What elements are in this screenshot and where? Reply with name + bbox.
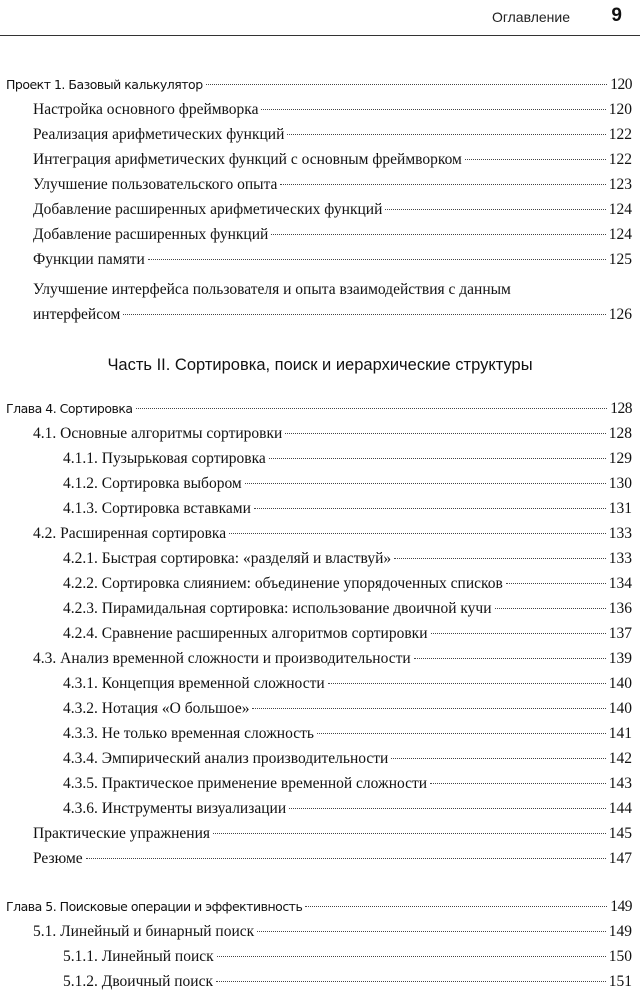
toc-page: 124 (608, 201, 632, 218)
toc-title: 4.3.5. Практическое применение временной сложности (63, 775, 428, 792)
toc-page: 133 (608, 550, 632, 567)
toc-entry[interactable] (33, 825, 632, 843)
toc-subentry[interactable] (63, 800, 632, 818)
toc-page: 125 (608, 251, 632, 268)
toc-title: 4.2.4. Сравнение расширенных алгоритмов сортировки (63, 625, 428, 642)
dot-leader (254, 508, 606, 509)
toc-title: Улучшение пользовательского опыта (33, 176, 278, 193)
toc-page: 151 (608, 973, 632, 990)
toc-subentry[interactable] (63, 948, 632, 966)
toc-page: 149 (610, 898, 632, 915)
toc-title: 4.1.2. Сортировка выбором (63, 475, 242, 492)
toc-page: 140 (608, 675, 632, 692)
toc-title: Настройка основного фреймворка (33, 101, 259, 118)
toc-title: 4.3.1. Концепция временной сложности (63, 675, 325, 692)
dot-leader (257, 931, 606, 932)
dot-leader (123, 314, 605, 315)
toc-entry[interactable] (33, 176, 632, 194)
toc-chapter-heading[interactable] (6, 898, 632, 916)
toc-page: 122 (608, 151, 632, 168)
toc-title: Добавление расширенных арифметических функций (33, 201, 383, 218)
dot-leader (495, 608, 606, 609)
header-rule (0, 35, 640, 36)
toc-title-line1: Улучшение интерфейса пользователя и опыта взаимодействия с данным (33, 281, 511, 298)
dot-leader (261, 109, 605, 110)
toc-page: 134 (608, 575, 632, 592)
toc-entry[interactable] (33, 251, 632, 269)
toc-entry[interactable] (33, 101, 632, 119)
running-header (0, 0, 640, 34)
toc-subentry[interactable] (63, 600, 632, 618)
toc-entry[interactable] (33, 201, 632, 219)
dot-leader (394, 558, 606, 559)
toc-title: 5.1.1. Линейный поиск (63, 948, 214, 965)
dot-leader (216, 981, 606, 982)
dot-leader (328, 683, 606, 684)
dot-leader (280, 184, 605, 185)
toc-page: 122 (608, 126, 632, 143)
toc-subentry[interactable] (63, 500, 632, 518)
toc-page: 126 (608, 306, 632, 323)
dot-leader (430, 783, 606, 784)
toc-title: 4.3.2. Нотация «О большое» (63, 700, 250, 717)
toc-page: 130 (608, 475, 632, 492)
toc-entry[interactable] (33, 126, 632, 144)
toc-page: 144 (608, 800, 632, 817)
dot-leader (414, 658, 606, 659)
toc-page: 131 (608, 500, 632, 517)
toc-subentry[interactable] (63, 750, 632, 768)
dot-leader (287, 134, 605, 135)
toc-entry[interactable] (33, 923, 632, 941)
toc-page: 141 (608, 725, 632, 742)
toc-page: 129 (608, 450, 632, 467)
toc-subentry[interactable] (63, 475, 632, 493)
dot-leader (86, 858, 606, 859)
dot-leader (391, 758, 605, 759)
toc-subentry[interactable] (63, 775, 632, 793)
toc-title: 4.3. Анализ временной сложности и производительности (33, 650, 411, 667)
toc-entry[interactable] (33, 525, 632, 543)
toc-page: 128 (610, 400, 632, 417)
toc-title: 4.1. Основные алгоритмы сортировки (33, 425, 283, 442)
toc-title: Добавление расширенных функций (33, 226, 269, 243)
dot-leader (465, 159, 606, 160)
toc-chapter-heading[interactable] (6, 400, 632, 418)
dot-leader (148, 259, 606, 260)
toc-page: 147 (608, 850, 632, 867)
toc-title: 4.2.3. Пирамидальная сортировка: использование двоичной кучи (63, 600, 492, 617)
toc-title: Глава 5. Поисковые операции и эффективность (6, 899, 303, 914)
toc-title: 4.3.4. Эмпирический анализ производительности (63, 750, 389, 767)
dot-leader (217, 956, 606, 957)
toc-page: 149 (608, 923, 632, 940)
dot-leader (229, 533, 606, 534)
dot-leader (289, 808, 606, 809)
toc-title: 5.1.2. Двоичный поиск (63, 973, 214, 990)
toc-title: 4.1.3. Сортировка вставками (63, 500, 251, 517)
toc-entry[interactable] (33, 226, 632, 244)
toc-title: 5.1. Линейный и бинарный поиск (33, 923, 255, 940)
toc-subentry[interactable] (63, 973, 632, 991)
toc-entry[interactable] (33, 650, 632, 668)
toc-page: 120 (610, 76, 632, 93)
dot-leader (136, 408, 608, 409)
dot-leader (252, 708, 605, 709)
dot-leader (271, 234, 605, 235)
toc-title: 4.3.3. Не только временная сложность (63, 725, 314, 742)
toc-title: Функции памяти (33, 251, 145, 268)
dot-leader (269, 458, 606, 459)
toc-page: 150 (608, 948, 632, 965)
toc-page: 142 (608, 750, 632, 767)
toc-title: Интеграция арифметических функций с основным фреймворком (33, 151, 462, 168)
toc-subentry[interactable] (63, 550, 632, 568)
page-number: 9 (611, 5, 622, 26)
dot-leader (213, 833, 606, 834)
toc-page: 145 (608, 825, 632, 842)
toc-subentry[interactable] (63, 700, 632, 718)
dot-leader (385, 209, 605, 210)
toc-title: 4.2.1. Быстрая сортировка: «разделяй и властвуй» (63, 550, 392, 567)
toc-title: Глава 4. Сортировка (6, 401, 133, 416)
toc-title: Проект 1. Базовый калькулятор (6, 77, 203, 92)
toc-page: 124 (608, 226, 632, 243)
dot-leader (317, 733, 606, 734)
toc-page: 133 (608, 525, 632, 542)
part-heading: Часть II. Сортировка, поиск и иерархические структуры (107, 356, 533, 374)
dot-leader (431, 633, 606, 634)
toc-subentry[interactable] (63, 450, 632, 468)
toc-title: Резюме (33, 850, 83, 867)
toc-title: Реализация арифметических функций (33, 126, 285, 143)
toc-page: 140 (608, 700, 632, 717)
toc-subentry[interactable] (63, 575, 632, 593)
toc-page: 143 (608, 775, 632, 792)
toc-entry-multiline[interactable] (33, 277, 632, 327)
toc-page: 137 (608, 625, 632, 642)
toc-title: 4.2. Расширенная сортировка (33, 525, 227, 542)
toc-project-heading[interactable] (6, 76, 632, 94)
toc-page: 139 (608, 650, 632, 667)
toc-subentry[interactable] (63, 725, 632, 743)
toc-page: 120 (608, 101, 632, 118)
toc-page: 123 (608, 176, 632, 193)
toc-title-line2: интерфейсом (33, 306, 121, 323)
toc-subentry[interactable] (63, 675, 632, 693)
toc-title: 4.2.2. Сортировка слиянием: объединение упорядоченных списков (63, 575, 503, 592)
dot-leader (506, 583, 606, 584)
toc-title: Практические упражнения (33, 825, 211, 842)
toc-entry[interactable] (33, 425, 632, 443)
toc-title: 4.3.6. Инструменты визуализации (63, 800, 287, 817)
running-header-title: Оглавление (491, 9, 570, 25)
dot-leader (305, 906, 607, 907)
toc-title: 4.1.1. Пузырьковая сортировка (63, 450, 266, 467)
dot-leader (285, 433, 605, 434)
toc-page: 136 (608, 600, 632, 617)
toc-entry[interactable] (33, 850, 632, 868)
dot-leader (245, 483, 606, 484)
toc-subentry[interactable] (63, 625, 632, 643)
dot-leader (206, 84, 608, 85)
toc-page: 128 (608, 425, 632, 442)
toc-entry[interactable] (33, 151, 632, 169)
